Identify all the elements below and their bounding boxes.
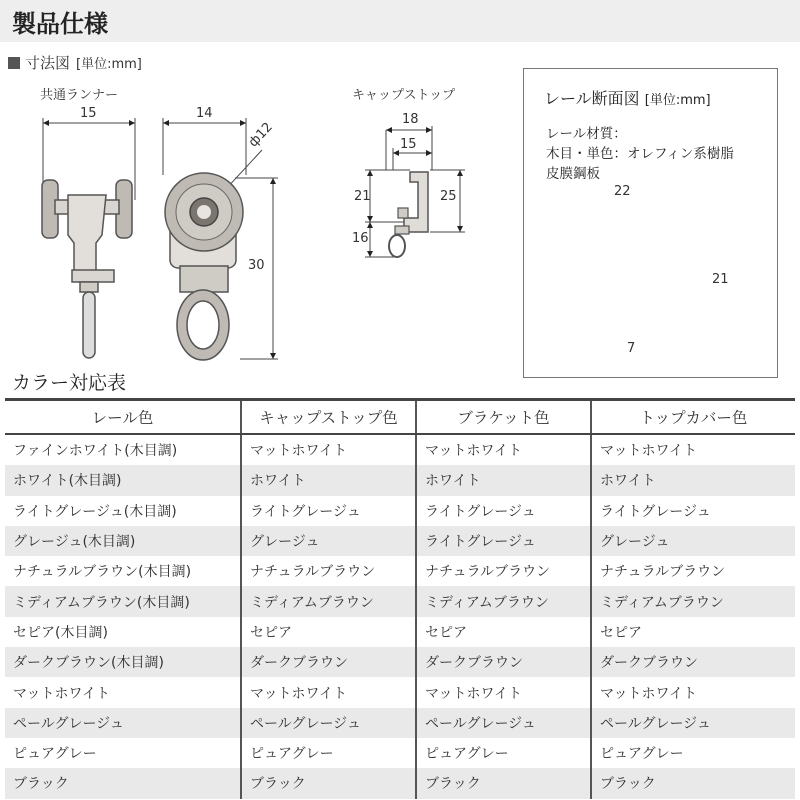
table-row: [5, 768, 795, 798]
table-row: [5, 738, 795, 768]
table-cell: ピュアグレー: [416, 738, 591, 768]
table-row: [5, 556, 795, 586]
table-row: [5, 677, 795, 707]
rail-spec-line: 木目・単色：オレフィン系樹脂: [546, 146, 734, 162]
table-cell: ホワイト: [241, 465, 416, 495]
table-cell: ブラック: [416, 768, 591, 798]
table-cell: マットホワイト: [13, 685, 111, 702]
runner-side-view: [42, 180, 132, 358]
page-title: 製品仕様: [12, 10, 108, 38]
table-cell: ナチュラルブラウン(木目調): [13, 564, 192, 581]
rail-section-unit: [単位:mm]: [644, 93, 711, 108]
table-cell: ライトグレージュ: [416, 496, 591, 526]
color-table-header-row: [5, 400, 795, 435]
cap-stop-title: キャップストップ: [352, 88, 456, 103]
table-cell: マットホワイト: [416, 677, 591, 707]
table-cell: ダークブラウン: [591, 647, 795, 677]
table-cell: マットホワイト: [241, 434, 416, 465]
table-cell: ライトグレージュ: [591, 496, 795, 526]
table-row: [5, 526, 795, 556]
table-row: [5, 496, 795, 526]
table-cell: ライトグレージュ(木目調): [13, 503, 177, 520]
table-cell: マットホワイト: [591, 434, 795, 465]
column-header: トップカバー色: [591, 400, 795, 435]
rail-gap-label: 7: [627, 341, 636, 356]
table-cell: セピア: [416, 617, 591, 647]
table-cell: ミディアムブラウン(木目調): [5, 586, 241, 616]
rail-section-title: [544, 86, 711, 109]
rail-width-label: 22: [614, 184, 631, 199]
table-row: [5, 617, 795, 647]
column-header: ブラケット色: [416, 400, 591, 435]
table-cell: ピュアグレー: [241, 738, 416, 768]
table-cell: ペールグレージュ: [241, 708, 416, 738]
table-cell: ライトグレージュ: [416, 526, 591, 556]
table-cell: ピュアグレー: [13, 746, 97, 763]
cap-stop-drawing: [389, 172, 428, 257]
table-row: [5, 465, 795, 495]
table-cell: グレージュ: [591, 526, 795, 556]
table-cell: セピア(木目調): [13, 624, 108, 641]
runner-width-2-label: 14: [196, 106, 213, 121]
table-row: [5, 434, 795, 465]
runner-width-1-label: 15: [80, 106, 97, 121]
table-cell: ホワイト: [591, 465, 795, 495]
table-cell: ナチュラルブラウン: [241, 556, 416, 586]
table-cell: グレージュ: [241, 526, 416, 556]
cap-stop-right-height-label: 25: [440, 189, 457, 204]
color-table-title: カラー対応表: [12, 372, 127, 394]
table-cell: ナチュラルブラウン: [591, 556, 795, 586]
table-cell: ブラック: [5, 768, 241, 798]
table-cell: ダークブラウン(木目調): [5, 647, 241, 677]
runner-height-label: 30: [248, 258, 265, 273]
cap-stop-inner-width-label: 15: [400, 137, 417, 152]
column-header: キャップストップ色: [241, 400, 416, 435]
table-cell: ミディアムブラウン: [416, 586, 591, 616]
table-cell: セピア: [591, 617, 795, 647]
table-cell: マットホワイト: [416, 434, 591, 465]
table-cell: ホワイト: [416, 465, 591, 495]
table-cell: セピア: [241, 617, 416, 647]
table-cell: ブラック: [591, 768, 795, 798]
rail-spec-text: [546, 124, 734, 184]
table-cell: ピュアグレー: [591, 738, 795, 768]
rail-height-label: 21: [712, 272, 729, 287]
table-cell: ライトグレージュ: [241, 496, 416, 526]
table-cell: グレージュ(木目調): [5, 526, 241, 556]
rail-section-box: [523, 68, 778, 378]
cap-stop-outer-width-label: 18: [402, 112, 419, 127]
runner-diameter-label: ф12: [246, 119, 276, 151]
column-header: レール色: [5, 400, 241, 435]
rail-spec-line: レール材質：: [546, 126, 627, 142]
color-table: [5, 398, 795, 799]
cap-stop-left-height-label: 21: [354, 189, 371, 204]
table-row: [5, 647, 795, 677]
table-row: [5, 586, 795, 616]
table-cell: ブラック: [241, 768, 416, 798]
runner-title: 共通ランナー: [40, 88, 119, 103]
dimensions-unit: [単位:mm]: [76, 57, 142, 72]
table-cell: ダークブラウン: [241, 647, 416, 677]
runner-front-view: [165, 173, 243, 360]
cap-stop-lower-height-label: 16: [352, 231, 369, 246]
table-cell: ミディアムブラウン: [241, 586, 416, 616]
table-cell: ホワイト(木目調): [5, 465, 241, 495]
table-cell: ナチュラルブラウン: [416, 556, 591, 586]
table-cell: ペールグレージュ: [5, 708, 241, 738]
dimensions-label: 寸法図: [25, 54, 71, 72]
table-cell: マットホワイト: [591, 677, 795, 707]
table-cell: ダークブラウン: [416, 647, 591, 677]
rail-section-title-text: レール断面図: [544, 89, 640, 108]
rail-spec-line: 皮膜鋼板: [546, 166, 600, 182]
table-cell: ペールグレージュ: [416, 708, 591, 738]
table-cell: ミディアムブラウン: [591, 586, 795, 616]
table-row: [5, 708, 795, 738]
table-cell: ファインホワイト(木目調): [13, 443, 178, 460]
table-cell: マットホワイト: [241, 677, 416, 707]
table-cell: ペールグレージュ: [591, 708, 795, 738]
